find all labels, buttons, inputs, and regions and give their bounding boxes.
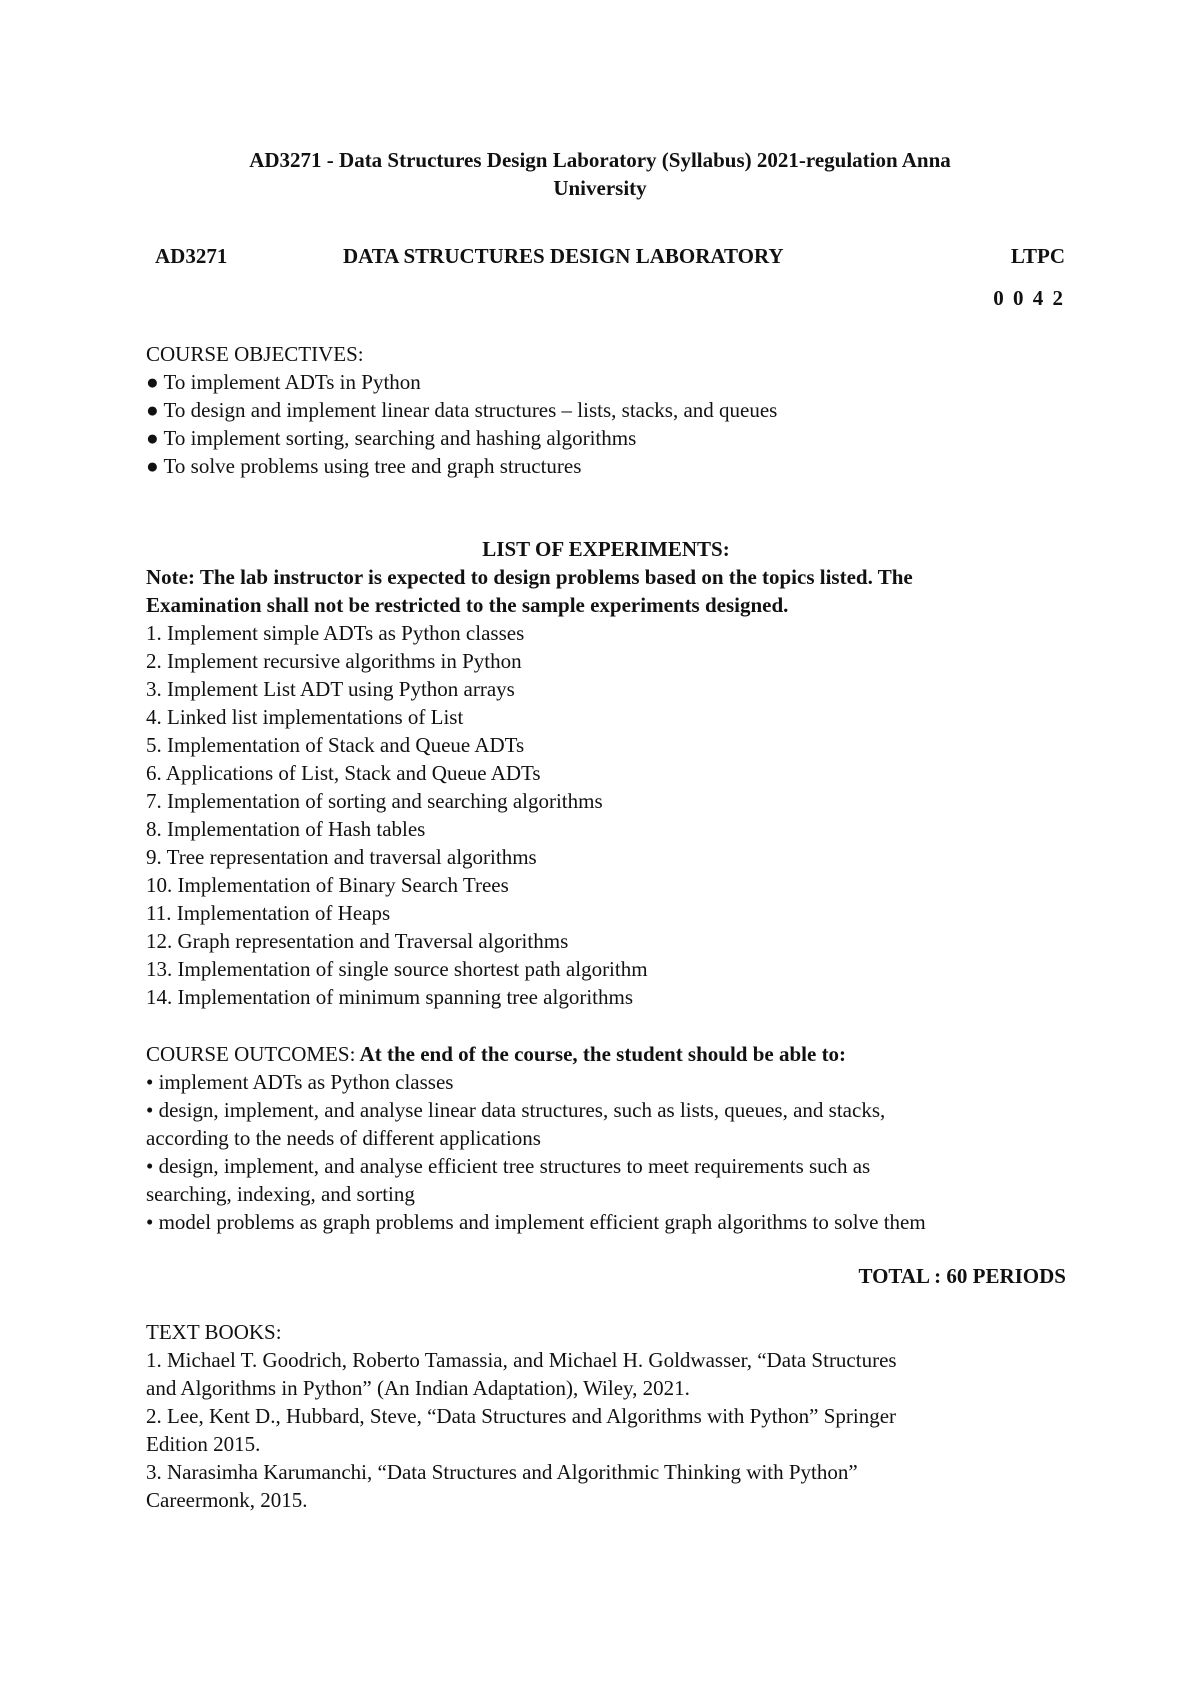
ltpc-label: LTPC — [1010, 244, 1065, 268]
course-outcomes-section — [146, 1040, 1066, 1236]
experiment-item: 12. Graph representation and Traversal algorithms — [146, 929, 569, 953]
text-books-section — [146, 1318, 1066, 1514]
text-book-line: 2. Lee, Kent D., Hubbard, Steve, “Data Structures and Algorithms with Python” Springer — [146, 1404, 897, 1428]
experiment-item: 9. Tree representation and traversal algorithms — [146, 845, 537, 869]
experiment-item: 4. Linked list implementations of List — [146, 705, 464, 729]
course-objectives-heading: COURSE OBJECTIVES: — [146, 342, 364, 366]
document-title — [120, 146, 1080, 202]
course-objectives-list — [146, 368, 1066, 480]
experiment-item: 13. Implementation of single source shortest path algorithm — [146, 957, 648, 981]
experiments-note-line-1: Note: The lab instructor is expected to design problems based on the topics listed. The — [146, 565, 913, 589]
total-periods: TOTAL : 60 PERIODS — [858, 1264, 1066, 1288]
objective-item: ● To design and implement linear data structures – lists, stacks, and queues — [146, 398, 778, 422]
outcome-item: • model problems as graph problems and implement efficient graph algorithms to solve them — [146, 1210, 926, 1234]
outcome-item: • implement ADTs as Python classes — [146, 1070, 454, 1094]
text-books-heading: TEXT BOOKS: — [146, 1320, 282, 1344]
experiment-item: 1. Implement simple ADTs as Python classes — [146, 621, 525, 645]
text-book-line: Careermonk, 2015. — [146, 1488, 308, 1512]
text-book-line: and Algorithms in Python” (An Indian Adaptation), Wiley, 2021. — [146, 1376, 690, 1400]
course-name: DATA STRUCTURES DESIGN LABORATORY — [343, 244, 784, 268]
course-header-row — [155, 244, 1065, 274]
objective-item: ● To implement sorting, searching and hashing algorithms — [146, 426, 637, 450]
course-objectives-section — [146, 340, 1066, 480]
experiment-item: 2. Implement recursive algorithms in Python — [146, 649, 522, 673]
experiments-note-line-2: Examination shall not be restricted to the sample experiments designed. — [146, 593, 789, 617]
document-title-line-1: AD3271 - Data Structures Design Laboratory (Syllabus) 2021-regulation Anna — [249, 148, 951, 172]
text-book-line: 3. Narasimha Karumanchi, “Data Structures and Algorithmic Thinking with Python” — [146, 1460, 858, 1484]
course-code: AD3271 — [155, 244, 228, 268]
experiment-item: 7. Implementation of sorting and searching algorithms — [146, 789, 603, 813]
outcome-item: • design, implement, and analyse linear data structures, such as lists, queues, and stacks, — [146, 1098, 886, 1122]
course-outcomes-intro: At the end of the course, the student should be able to: — [355, 1042, 847, 1066]
document-title-line-2: University — [553, 176, 647, 200]
objective-item: ● To implement ADTs in Python — [146, 370, 421, 394]
experiment-item: 6. Applications of List, Stack and Queue ADTs — [146, 761, 541, 785]
outcome-item-continuation: searching, indexing, and sorting — [146, 1182, 415, 1206]
outcome-item-continuation: according to the needs of different applications — [146, 1126, 541, 1150]
list-of-experiments-section — [146, 535, 1066, 1011]
experiment-item: 5. Implementation of Stack and Queue ADTs — [146, 733, 525, 757]
course-outcomes-label: COURSE OUTCOMES: — [146, 1042, 356, 1066]
outcome-item: • design, implement, and analyse efficient tree structures to meet requirements such as — [146, 1154, 871, 1178]
experiments-list — [146, 619, 1066, 1011]
experiment-item: 10. Implementation of Binary Search Trees — [146, 873, 509, 897]
experiment-item: 14. Implementation of minimum spanning tree algorithms — [146, 985, 633, 1009]
experiments-heading: LIST OF EXPERIMENTS: — [482, 537, 730, 561]
course-outcomes-list — [146, 1068, 1066, 1236]
experiment-item: 11. Implementation of Heaps — [146, 901, 391, 925]
text-book-line: Edition 2015. — [146, 1432, 261, 1456]
objective-item: ● To solve problems using tree and graph structures — [146, 454, 582, 478]
experiment-item: 8. Implementation of Hash tables — [146, 817, 426, 841]
experiment-item: 3. Implement List ADT using Python arrays — [146, 677, 515, 701]
ltpc-values: 0 0 4 2 — [993, 286, 1065, 310]
course-outcomes-heading — [146, 1040, 1066, 1068]
text-book-line: 1. Michael T. Goodrich, Roberto Tamassia, and Michael H. Goldwasser, “Data Structures — [146, 1348, 897, 1372]
